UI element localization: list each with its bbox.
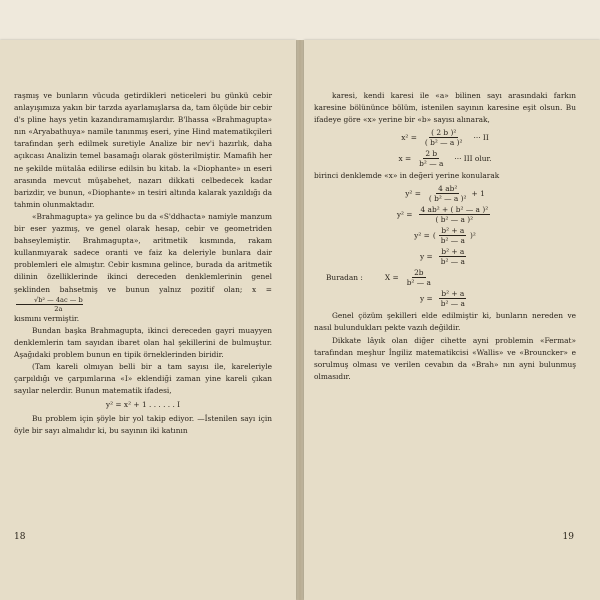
equation-II-numerator: ( 2 b )² [431,128,457,138]
equation-II-tag: ··· II [473,132,489,142]
equation-8-denominator: b² — a [406,278,431,288]
equation-9 [314,289,576,308]
inline-formula [16,296,83,313]
left-page [0,40,296,600]
equation-6 [314,226,576,245]
equation-5 [314,205,576,224]
left-paragraph-4: (Tam kareli olmıyan belli bir a tam sayısı ile, kareleriyle çarpıldığı ve çarpımlarına «I» eklendiği zaman yine kareli çıkan sayılar nelerdir. Bunun matematik ifadesi, [14,361,272,396]
equation-8 [314,268,576,287]
equation-8-fraction [405,268,433,287]
equation-8-numerator: 2b [414,268,424,278]
right-paragraph-2: birinci denklemde «x» in değeri yerine konularak [314,171,500,181]
book-gutter [296,40,304,600]
left-paragraph-5: Bu problem için şöyle bir yol takip ediyor. —İstenilen sayı için öyle bir sayı almalıdır ki, bu sayının iki katının [14,414,272,436]
equation-III-fraction [417,149,445,168]
equation-1: y² = x² + 1 . . . . . . I [105,400,181,410]
equation-III-numerator: 2 b [425,149,438,159]
equation-7 [314,247,576,266]
right-page-number: 19 [562,532,574,542]
left-page-number: 18 [14,532,26,542]
equation-III-lhs: x = [398,153,412,163]
equation-4-lhs: y² = [405,188,421,198]
left-paragraph-3: Bundan başka Brahmagupta, ikinci dereceden gayri muayyen denklemlerin tam sayıdan ibaret olan hal şekillerini de bulmuştur. Aşağıdaki problem bunun en tipik örneklerinden biridir. [14,325,272,359]
right-page [304,40,600,600]
equation-7-numerator: b² + a [441,247,465,257]
equation-7-denominator: b² — a [440,257,465,267]
equation-9-denominator: b² — a [440,299,465,309]
equation-9-numerator: b² + a [441,289,465,299]
right-page-text [314,90,576,383]
equation-4-tail: + 1 [471,188,485,198]
equation-8-lhs: X = [384,272,399,282]
right-paragraph-4: Dikkate lâyık olan diğer cihette ayni problemin «Fermat» tarafından meşhur İngiliz matematikcisi «Wallis» ve «Brouncker» e sorulmuş olması ve verilen cevabın da «Brah» nın ayni bulunmuş olmasıdır. [314,335,576,381]
equation-II-fraction [423,128,465,147]
equation-9-fraction [439,289,467,308]
inline-formula-denominator: 2a [54,304,63,313]
inline-formula-numerator: √b² — 4ac — b [16,296,83,305]
equation-6-close-paren: )² [469,230,476,240]
left-paragraph-1: raşmış ve bunların vücuda getirdikleri neticeleri bu günkü cebir anlayışımıza yakın bir tarzda ayarlamışlarsa da, tam ölçüde bir cebir d's pline hays yetin kazandıramamışlardır. B'lhassa «Brahmagupta» nın «Aryabathuya» namile tanınmış eseri, yine Hind matematikçileri tarafından şerh edilmek suretiyle Analize bir nev'i hazırlık, daha açıkcası Analizin temel basamağı olarak gösterilmiştir. Mamafih her ne şekilde mütalâa edilirse edilsin bu kitab. la «Diophante» ın eseri arasında mevcut müşabehet, nazarı dikkati celbedecek kadar barizdir, ve bunun, «Diophante» ın tesiri altında kalarak yazıldığı da tahmin olunmaktadır. [14,91,272,209]
equation-7-lhs: y = [420,251,433,261]
equation-II-lhs: x² = [401,132,417,142]
equation-6-fraction [439,226,467,245]
equation-6-lhs: y² = [414,230,430,240]
right-paragraph-3: Genel çözüm şekilleri elde edilmiştir ki, bunların nereden ve nasıl bulundukları pekte vazıh değildir. [314,311,576,333]
equation-6-numerator: b² + a [441,226,465,236]
equation-III-tag: ··· III olur. [454,153,492,163]
equation-III [314,149,576,168]
left-paragraph-2-text: «Brahmagupta» ya gelince bu da «S'ddhacta» namiyle manzum bir eser yazmış, ve genel olarak hesap, cebir ve geometriden bahseylemiştir. Brahmagupta», aritmetik kısmında, rakam kullanmıyarak sadece oranti ve faiz ka deleriyle bunlara dair problemleri ele almıştır. Cebir kısmına gelince, burada da aritmetik dilinin özelliklerinde ikinci dereceden denklemlerinin genel şeklinden bahsetmiş ve bunun yalnız pozitif olan; [14,211,272,294]
buradan-label: Buradan : [326,272,363,282]
equation-5-numerator: 4 ab² + ( b² — a )² [420,205,489,215]
left-paragraph-2 [14,211,272,313]
equation-II [314,128,576,147]
equation-II-denominator: ( b² — a )² [424,138,463,148]
equation-5-fraction [419,205,491,224]
equation-6-denominator: b² — a [440,236,465,246]
equation-4-fraction [427,184,469,203]
equation-5-denominator: ( b² — a )² [435,215,474,225]
equation-6-open-paren: ( [432,230,436,240]
inline-formula-lhs: x = [251,284,272,294]
equation-5-lhs: y² = [396,209,413,219]
equation-9-lhs: y = [420,293,433,303]
equation-7-fraction [439,247,467,266]
equation-4-denominator: ( b² — a )² [428,194,467,204]
equation-4-numerator: 4 ab² [438,184,458,194]
equation-4 [314,184,576,203]
left-paragraph-2-end: kısmını vermiştir. [14,313,80,323]
left-page-text [14,90,272,438]
equation-III-denominator: b² — a [419,159,444,169]
right-paragraph-1: karesi, kendi karesi ile «a» bilinen sayı arasındaki farkın karesine bölününce bölüm, istenilen sayının karesine eşit olsun. Bu ifadeye göre «x» yerine bir «b» sayısı alınarak, [314,91,576,125]
